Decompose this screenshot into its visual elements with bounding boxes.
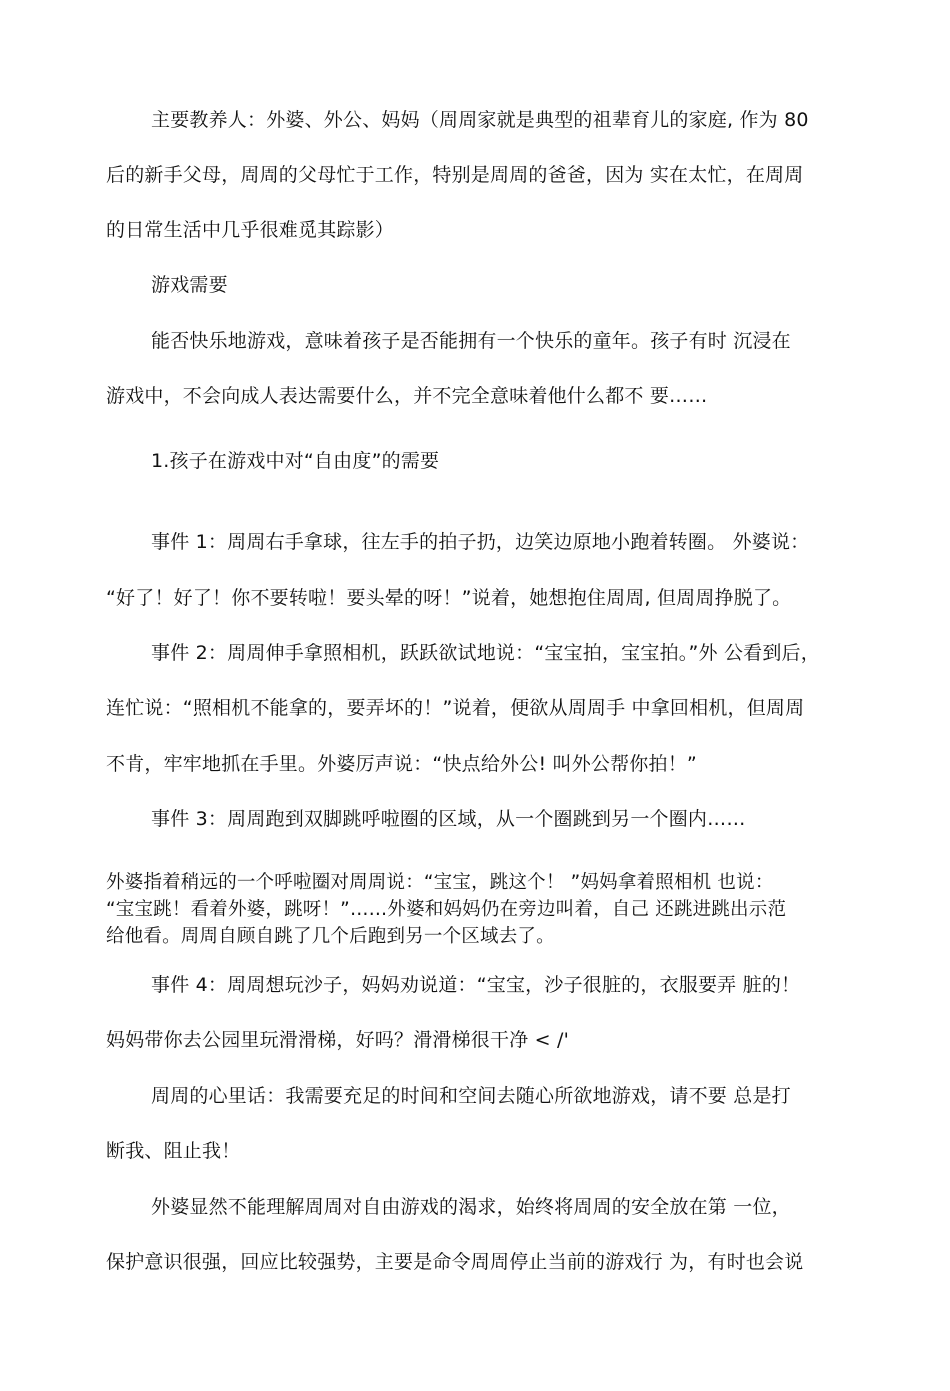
analysis-line-2: 保护意识很强，回应比较强势，主要是命令周周停止当前的游戏行 为，有时也会说 <box>106 1251 804 1273</box>
event-1-line-2: “好了！好了！你不要转啦！要头晕的呀！”说着，她想抱住周周, 但周周挣脱了。 <box>106 587 792 609</box>
event-1-line-1: 事件 1：周周右手拿球，往左手的拍子扔，边笑边原地小跑着转圈。 外婆说： <box>151 531 810 553</box>
event-3-line-1: 事件 3：周周跑到双脚跳呼啦圈的区域，从一个圈跳到另一个圈内…… <box>151 808 746 830</box>
event-3-line-4: 给他看。周周自顾自跳了几个后跑到另一个区域去了。 <box>106 926 555 947</box>
paragraph-caregivers-line-3: 的日常生活中几乎很难觅其踪影） <box>106 219 395 241</box>
inner-voice-line-1: 周周的心里话：我需要充足的时间和空间去随心所欲地游戏，请不要 总是打 <box>151 1085 791 1107</box>
section-heading-play-needs: 游戏需要 <box>151 274 228 296</box>
event-3-line-3: “宝宝跳！看着外婆，跳呀！”……外婆和妈妈仍在旁边叫着，自己 还跳进跳出示范 <box>106 899 787 920</box>
event-3-line-2: 外婆指着稍远的一个呼啦圈对周周说：“宝宝，跳这个！ ”妈妈拿着照相机 也说： <box>106 872 774 893</box>
event-4-line-1: 事件 4：周周想玩沙子，妈妈劝说道：“宝宝，沙子很脏的，衣服要弄 脏的！ <box>151 974 801 996</box>
event-2-line-1: 事件 2：周周伸手拿照相机，跃跃欲试地说：“宝宝拍，宝宝拍。”外 公看到后， <box>151 642 820 664</box>
analysis-line-1: 外婆显然不能理解周周对自由游戏的渴求，始终将周周的安全放在第 一位， <box>151 1196 791 1218</box>
paragraph-caregivers-line-1: 主要教养人：外婆、外公、妈妈（周周家就是典型的祖辈育儿的家庭, 作为 80 <box>151 109 809 131</box>
subheading-freedom-need: 1.孩子在游戏中对“自由度”的需要 <box>151 450 440 472</box>
paragraph-play-intro-line-1: 能否快乐地游戏，意味着孩子是否能拥有一个快乐的童年。孩子有时 沉浸在 <box>151 330 791 352</box>
event-4-line-2: 妈妈带你去公园里玩滑滑梯，好吗？滑滑梯很干净 < /' <box>106 1029 570 1051</box>
paragraph-caregivers-line-2: 后的新手父母，周周的父母忙于工作，特别是周周的爸爸，因为 实在太忙，在周周 <box>106 164 804 186</box>
inner-voice-line-2: 断我、阻止我！ <box>106 1140 241 1162</box>
event-2-line-2: 连忙说：“照相机不能拿的，要弄坏的！”说着，便欲从周周手 中拿回相机，但周周 <box>106 697 805 719</box>
event-2-line-3: 不肯，牢牢地抓在手里。外婆厉声说：“快点给外公! 叫外公帮你拍！” <box>106 753 697 775</box>
paragraph-play-intro-line-2: 游戏中，不会向成人表达需要什么，并不完全意味着他什么都不 要…… <box>106 385 708 407</box>
